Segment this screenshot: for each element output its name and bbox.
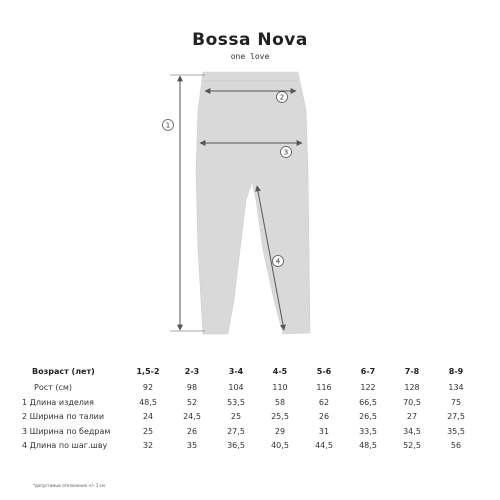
table-cell: 25 <box>142 426 154 436</box>
table-cell: 128 <box>404 383 420 392</box>
table-row-waist <box>22 410 478 425</box>
table-cell: 26 <box>318 412 330 422</box>
size-col-header: 2-3 <box>184 367 200 376</box>
table-cell: 44,5 <box>315 441 333 451</box>
table-cell: 36,5 <box>227 441 245 451</box>
table-cell: 53,5 <box>227 397 245 407</box>
table-cell: 52,5 <box>403 441 421 451</box>
size-col-header: 4-5 <box>272 367 288 376</box>
table-cell: 24 <box>142 412 154 422</box>
table-cell: 134 <box>448 383 464 392</box>
table-row-length <box>22 396 478 411</box>
brand-tagline: one love <box>230 52 270 61</box>
table-row-hips <box>22 425 478 440</box>
size-col-header: 6-7 <box>360 367 376 376</box>
table-cell: 104 <box>228 383 244 392</box>
row-label: 4 Длина по шаг.шву <box>22 441 108 451</box>
table-cell: 27 <box>406 412 418 422</box>
table-cell: 92 <box>142 383 154 392</box>
brand-name: Bossa Nova <box>192 30 308 50</box>
table-cell: 25,5 <box>271 412 289 422</box>
row-label: Рост (см) <box>34 383 72 392</box>
table-cell: 34,5 <box>403 426 421 436</box>
table-cell: 66,5 <box>359 397 377 407</box>
size-col-header: 3-4 <box>228 367 244 376</box>
size-col-header: 1,5-2 <box>136 367 160 376</box>
header-age-label: Возраст (лет) <box>32 367 95 376</box>
table-cell: 75 <box>450 397 462 407</box>
size-table <box>22 363 478 454</box>
size-col-header: 7-8 <box>404 367 420 376</box>
table-row-height <box>22 381 478 396</box>
footnote: *допустимые отклонения +/- 1 см <box>33 483 105 488</box>
table-cell: 25 <box>230 412 242 422</box>
table-cell: 48,5 <box>139 397 157 407</box>
table-cell: 32 <box>142 441 154 451</box>
table-cell: 40,5 <box>271 441 289 451</box>
table-cell: 110 <box>272 383 288 392</box>
table-cell: 98 <box>186 383 198 392</box>
leggings-shape <box>196 72 310 334</box>
table-cell: 29 <box>274 426 286 436</box>
table-cell: 122 <box>360 383 376 392</box>
table-cell: 27,5 <box>227 426 245 436</box>
table-cell: 24,5 <box>183 412 201 422</box>
table-cell: 31 <box>318 426 330 436</box>
table-cell: 58 <box>274 397 286 407</box>
marker-1-label: 1 <box>165 121 171 130</box>
table-cell: 35 <box>186 441 198 451</box>
table-row-inseam <box>22 439 478 454</box>
table-cell: 56 <box>450 441 462 451</box>
size-col-header: 8-9 <box>448 367 464 376</box>
table-cell: 48,5 <box>359 441 377 451</box>
table-cell: 116 <box>316 383 332 392</box>
size-table-header <box>22 363 478 381</box>
row-label: 3 Ширина по бедрам <box>22 426 111 436</box>
table-cell: 26 <box>186 426 198 436</box>
row-label: 2 Ширина по талии <box>22 412 105 422</box>
marker-3-label: 3 <box>283 148 289 157</box>
marker-4-label: 4 <box>275 257 281 266</box>
marker-2-label: 2 <box>279 93 285 102</box>
table-cell: 27,5 <box>447 412 465 422</box>
size-col-header: 5-6 <box>316 367 332 376</box>
table-cell: 70,5 <box>403 397 421 407</box>
table-cell: 33,5 <box>359 426 377 436</box>
table-cell: 52 <box>186 397 198 407</box>
table-cell: 35,5 <box>447 426 465 436</box>
table-cell: 26,5 <box>359 412 377 422</box>
table-cell: 62 <box>318 397 330 407</box>
row-label: 1 Длина изделия <box>22 397 94 407</box>
